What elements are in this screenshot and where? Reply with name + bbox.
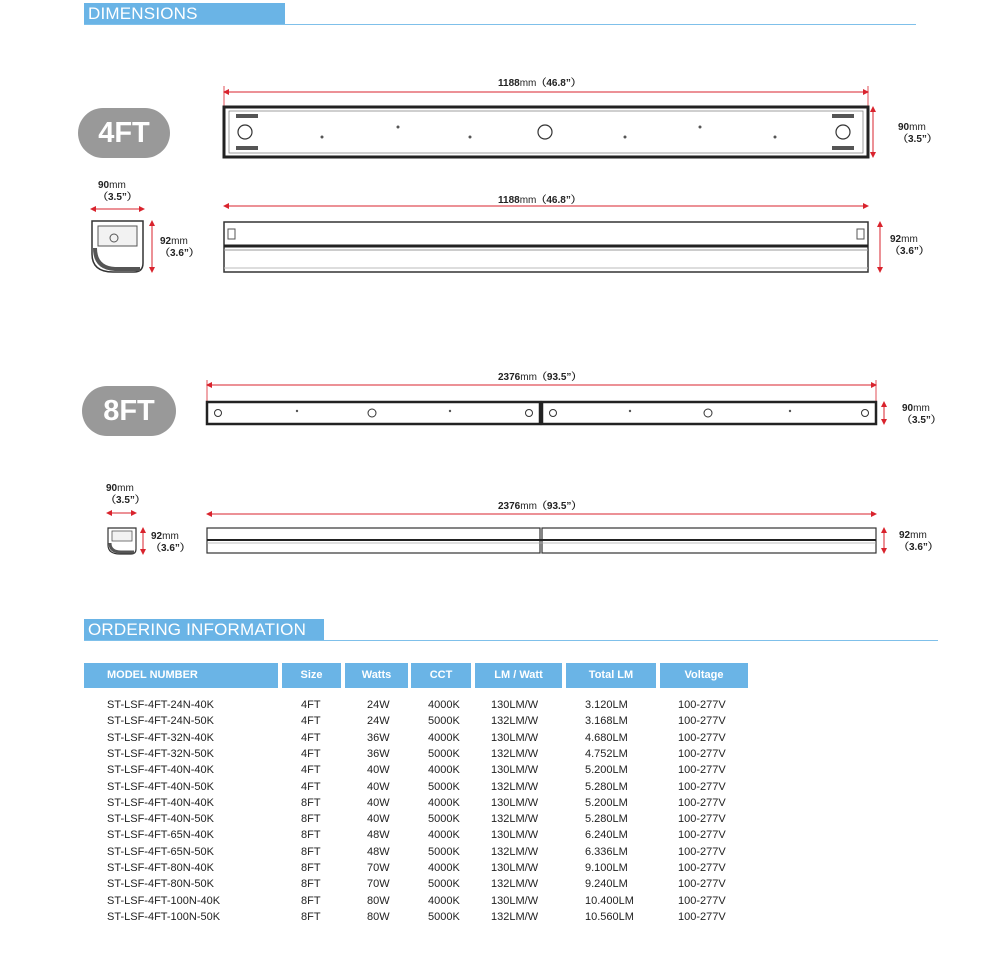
table-cell: 8FT — [301, 910, 321, 923]
dim-4ft-end-width: 90mm （3.5”） — [98, 180, 137, 203]
table-cell: 100-277V — [678, 764, 726, 777]
size-badge-4ft: 4FT — [78, 108, 170, 158]
table-cell: 100-277V — [678, 796, 726, 809]
dim-8ft-width: 90mm （3.5”） — [902, 403, 941, 426]
table-cell: 4000K — [428, 764, 460, 777]
table-cell: 5000K — [428, 747, 460, 760]
table-cell: 40W — [367, 813, 390, 826]
column-header: Total LM — [566, 663, 656, 688]
table-cell: 132LM/W — [491, 910, 539, 923]
table-cell: 4FT — [301, 747, 321, 760]
table-cell: ST-LSF-4FT-32N-50K — [107, 747, 214, 760]
ordering-heading: ORDERING INFORMATION — [84, 619, 324, 641]
table-cell: 100-277V — [678, 845, 726, 858]
table-cell: 48W — [367, 829, 390, 842]
table-cell: 132LM/W — [491, 813, 539, 826]
table-cell: 130LM/W — [491, 862, 539, 874]
table-cell: 8FT — [301, 845, 321, 858]
table-cell: ST-LSF-4FT-40N-50K — [107, 780, 214, 793]
table-cell: ST-LSF-4FT-24N-50K — [107, 715, 214, 728]
table-cell: 3.120LM — [585, 699, 628, 711]
table-cell: 5.200LM — [585, 796, 628, 809]
table-cell: 5.280LM — [585, 780, 628, 793]
table-cell: 100-277V — [678, 715, 726, 728]
table-cell: 5.280LM — [585, 813, 628, 826]
table-cell: ST-LSF-4FT-65N-50K — [107, 845, 214, 858]
fixture-8ft-side-view — [207, 514, 884, 553]
table-cell: ST-LSF-4FT-40N-40K — [107, 796, 214, 809]
table-cell: 5000K — [428, 878, 460, 891]
table-cell: 8FT — [301, 796, 321, 809]
table-cell: 6.336LM — [585, 845, 628, 858]
table-cell: 100-277V — [678, 699, 726, 711]
dim-8ft-length-side: 2376mm（93.5”） — [498, 501, 582, 512]
table-cell: 24W — [367, 699, 390, 711]
table-cell: 100-277V — [678, 731, 726, 744]
table-cell: 8FT — [301, 862, 321, 874]
table-cell: 100-277V — [678, 862, 726, 874]
table-cell: ST-LSF-4FT-40N-50K — [107, 813, 214, 826]
column-header: Watts — [345, 663, 408, 688]
table-cell: ST-LSF-4FT-65N-40K — [107, 829, 214, 842]
table-cell: 132LM/W — [491, 715, 539, 728]
table-cell: 3.168LM — [585, 715, 628, 728]
table-cell: 4.752LM — [585, 747, 628, 760]
table-cell: 70W — [367, 878, 390, 891]
table-cell: 5000K — [428, 813, 460, 826]
table-cell: 6.240LM — [585, 829, 628, 842]
table-cell: 130LM/W — [491, 796, 539, 809]
table-cell: 70W — [367, 862, 390, 874]
dim-8ft-end-height: 92mm （3.6”） — [151, 531, 190, 554]
table-cell: 4FT — [301, 731, 321, 744]
table-cell: 4000K — [428, 699, 460, 711]
dimensions-heading: DIMENSIONS — [84, 3, 285, 25]
table-cell: 100-277V — [678, 813, 726, 826]
table-cell: 9.100LM — [585, 862, 628, 874]
table-cell: 40W — [367, 764, 390, 777]
table-cell: 5.200LM — [585, 764, 628, 777]
table-cell: ST-LSF-4FT-40N-40K — [107, 764, 214, 777]
table-cell: ST-LSF-4FT-80N-40K — [107, 862, 214, 874]
fixture-8ft-top-view — [207, 380, 884, 424]
fixture-4ft-end-view — [91, 209, 152, 272]
dim-4ft-end-height: 92mm （3.6”） — [160, 236, 199, 259]
table-cell: 48W — [367, 845, 390, 858]
table-cell: 100-277V — [678, 894, 726, 907]
column-header: Size — [282, 663, 341, 688]
table-cell: 8FT — [301, 829, 321, 842]
table-cell: ST-LSF-4FT-100N-40K — [107, 894, 221, 907]
table-cell: 130LM/W — [491, 894, 539, 907]
fixture-4ft-side-view — [224, 206, 880, 272]
ordering-rule — [84, 640, 938, 641]
table-cell: 10.400LM — [585, 894, 634, 907]
table-cell: 5000K — [428, 910, 460, 923]
dim-4ft-length-top: 1188mm（46.8”） — [498, 78, 581, 89]
table-cell: 8FT — [301, 894, 321, 907]
dim-4ft-width: 90mm （3.5”） — [898, 122, 937, 145]
table-cell: ST-LSF-4FT-80N-50K — [107, 878, 214, 891]
table-cell: 80W — [367, 894, 390, 907]
table-cell: 130LM/W — [491, 764, 539, 777]
table-cell: 4FT — [301, 715, 321, 728]
column-header: MODEL NUMBER — [84, 663, 278, 688]
table-cell: 100-277V — [678, 910, 726, 923]
table-cell: 8FT — [301, 878, 321, 891]
table-cell: 4000K — [428, 796, 460, 809]
table-cell: 100-277V — [678, 780, 726, 793]
table-cell: 4FT — [301, 780, 321, 793]
table-cell: 4FT — [301, 764, 321, 777]
dim-8ft-end-width: 90mm （3.5”） — [106, 483, 145, 506]
dim-4ft-length-side: 1188mm（46.8”） — [498, 195, 581, 206]
table-cell: 132LM/W — [491, 780, 539, 793]
table-cell: 4FT — [301, 699, 321, 711]
table-cell: 132LM/W — [491, 747, 539, 760]
fixture-4ft-top-view — [224, 86, 873, 157]
table-cell: 130LM/W — [491, 829, 539, 842]
table-cell: 9.240LM — [585, 878, 628, 891]
table-cell: 4000K — [428, 731, 460, 744]
table-cell: 24W — [367, 715, 390, 728]
column-header: LM / Watt — [475, 663, 562, 688]
dim-8ft-length-top: 2376mm（93.5”） — [498, 372, 582, 383]
table-cell: 40W — [367, 780, 390, 793]
table-cell: 132LM/W — [491, 845, 539, 858]
table-cell: 40W — [367, 796, 390, 809]
table-cell: 80W — [367, 910, 390, 923]
table-cell: 10.560LM — [585, 910, 634, 923]
table-cell: 4000K — [428, 829, 460, 842]
table-cell: 132LM/W — [491, 878, 539, 891]
table-cell: 4000K — [428, 894, 460, 907]
dim-8ft-height: 92mm （3.6”） — [899, 530, 938, 553]
table-cell: 5000K — [428, 715, 460, 728]
table-cell: 100-277V — [678, 747, 726, 760]
fixture-8ft-end-view — [107, 513, 143, 554]
table-cell: ST-LSF-4FT-32N-40K — [107, 731, 214, 744]
dim-4ft-height: 92mm （3.6”） — [890, 234, 929, 257]
table-cell: 130LM/W — [491, 699, 539, 711]
column-header: CCT — [411, 663, 471, 688]
table-cell: 36W — [367, 747, 390, 760]
table-cell: 4.680LM — [585, 731, 628, 744]
table-cell: 4000K — [428, 862, 460, 874]
table-cell: ST-LSF-4FT-100N-50K — [107, 910, 221, 923]
table-cell: 130LM/W — [491, 731, 539, 744]
table-cell: 5000K — [428, 845, 460, 858]
table-cell: ST-LSF-4FT-24N-40K — [107, 699, 214, 711]
table-cell: 8FT — [301, 813, 321, 826]
table-cell: 100-277V — [678, 878, 726, 891]
table-cell: 5000K — [428, 780, 460, 793]
table-cell: 100-277V — [678, 829, 726, 842]
column-header: Voltage — [660, 663, 748, 688]
size-badge-8ft: 8FT — [82, 386, 176, 436]
table-cell: 36W — [367, 731, 390, 744]
